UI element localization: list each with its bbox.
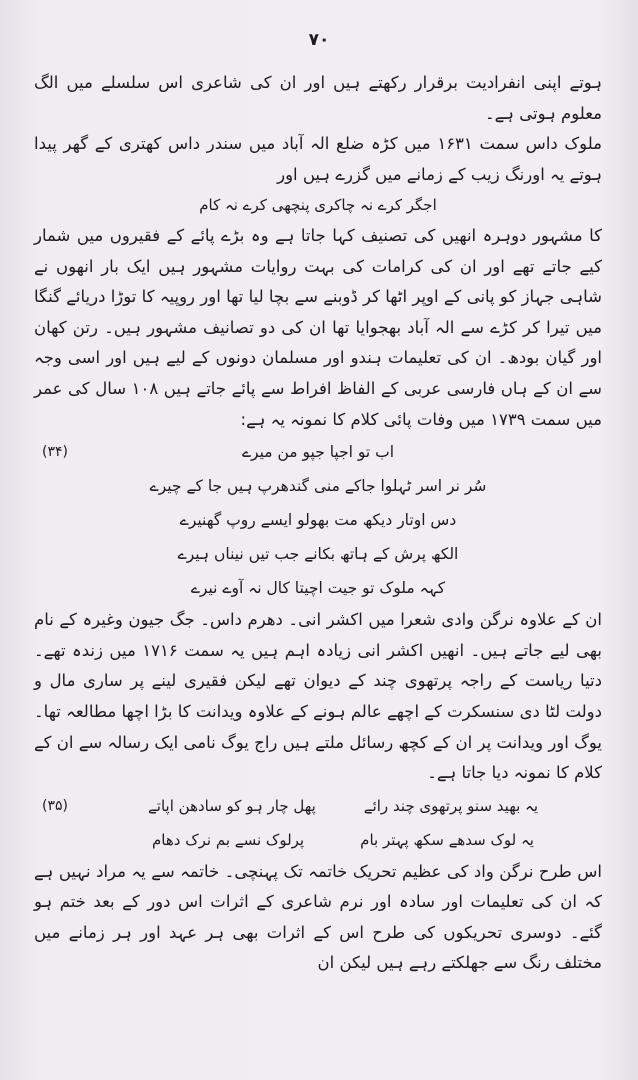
paragraph-nirgun-poets: ان کے علاوہ نرگن وادی شعرا میں اکشر انی۔ دھرم داس۔ جگ جیون وغیرہ کے نام بھی لیے جاتے ہیں۔ انھیں اکشر انی زیادہ اہم ہیں یہ سمت ۱۷۱۶ میں زندہ تھے۔ دتیا ریاست کے راجہ پرتھوی چند کے دیوان تھے لیکن فقیری لینے پر ساری مال و دولت لٹا دی سنسکرت کے اچھے عالم ہونے کے علاوہ ویدانت کا بڑا اچھا مطالعہ تھا۔ یوگ اور ویدانت پر ان کے کچھ رسائل ملتے ہیں راج یوگ نامی ایک رسالہ سے ان کے کلام کا نمونہ دیا جاتا ہے۔ — [34, 610, 602, 783]
page-number: ۷۰ — [308, 30, 330, 50]
verse-block-35 — [34, 789, 602, 857]
hemistich-right: یہ لوک سدھے سکھ پہتر بام — [360, 830, 534, 849]
couplet — [34, 789, 602, 823]
verse-number: (۳۴) — [42, 444, 68, 461]
verse-line: کہہ ملوک تو جیت اچیتا کال نہ آوے نیرے — [190, 579, 446, 598]
verse-line: الکھ پرش کے ہاتھ بکانے جب تیں نیناں ہیرے — [177, 545, 459, 564]
verse-line: دس اوتار دیکھ مت بھولو ایسے روپ گھنیرے — [179, 511, 457, 530]
verse-number: (۳۵) — [42, 797, 68, 814]
hemistich-left: پرلوک نسے بم نرک دھام — [152, 830, 305, 849]
quoted-couplet: اجگر کرے نہ چاکری پنچھی کرے نہ کام — [199, 196, 437, 215]
paragraph-malook-das: ملوک داس سمت ۱۶۳۱ میں کڑہ ضلع الہ آباد میں سندر داس کھتری کے گھر پیدا ہوتے یہ اورنگ زیب کے زمانے میں گزرے ہیں اور — [34, 134, 603, 184]
paragraph-continuation: ہوتے اپنی انفرادیت برقرار رکھتے ہیں اور ان کی شاعری اس سلسلے میں الگ معلوم ہوتی ہے۔ — [34, 73, 602, 123]
paragraph-conclusion: اس طرح نرگن واد کی عظیم تحریک خاتمہ تک پہنچی۔ خاتمہ سے یہ مراد نہیں ہے کہ ان کی تعلیمات اور سادہ اور نرم شاعری کے اثرات اس دور کے بعد ختم ہو گئے۔ دوسری تحریکوں کی طرح اس کے اثرات بھی ہر عہد اور ہر زمانے میں مختلف رنگ سے جھلکتے رہے ہیں لیکن ان — [34, 861, 602, 973]
hemistich-left: پھل چار ہو کو سادھن اپاتے — [148, 796, 316, 815]
hemistich-right: یہ بھید سنو پرتھوی چند رائے — [363, 796, 539, 815]
body-text — [34, 68, 602, 979]
paragraph-malook-das-details: کا مشہور دوہرہ انھیں کی تصنیف کہا جاتا ہے وہ بڑے پائے کے فقیروں میں شمار کیے جاتے تھے اور ان کی کرامات کی بہت روایات مشہور ہیں ایک بار انھوں نے شاہی جہاز کو پانی کے اوپر اٹھا کر ڈوبنے سے بچا لیا تھا اور روپیہ کا توڑا دریائے گنگا میں تیرا کر کڑے سے الہ آباد بھجوایا تھا ان کی دو تصانیف مشہور ہیں۔ رتن کھان اور گیان بودھ۔ ان کی تعلیمات ہندو اور مسلمان دونوں کے لیے ہیں اور اسی وجہ سے ان کے ہاں فارسی عربی کے الفاظ افراط سے پائے جاتے ہیں ۱۰۸ سال کی عمر میں سمت ۱۷۳۹ میں وفات پائی کلام کا نمونہ یہ ہے: — [34, 225, 602, 429]
verse-block-34 — [34, 435, 602, 605]
couplet — [34, 823, 602, 857]
verse-line: اب تو اجپا جپو من میرے — [241, 443, 395, 462]
verse-line: سُر نر اسر ٹہلوا جاکے منی گندھرپ ہیں جا کے چیرے — [149, 477, 487, 496]
